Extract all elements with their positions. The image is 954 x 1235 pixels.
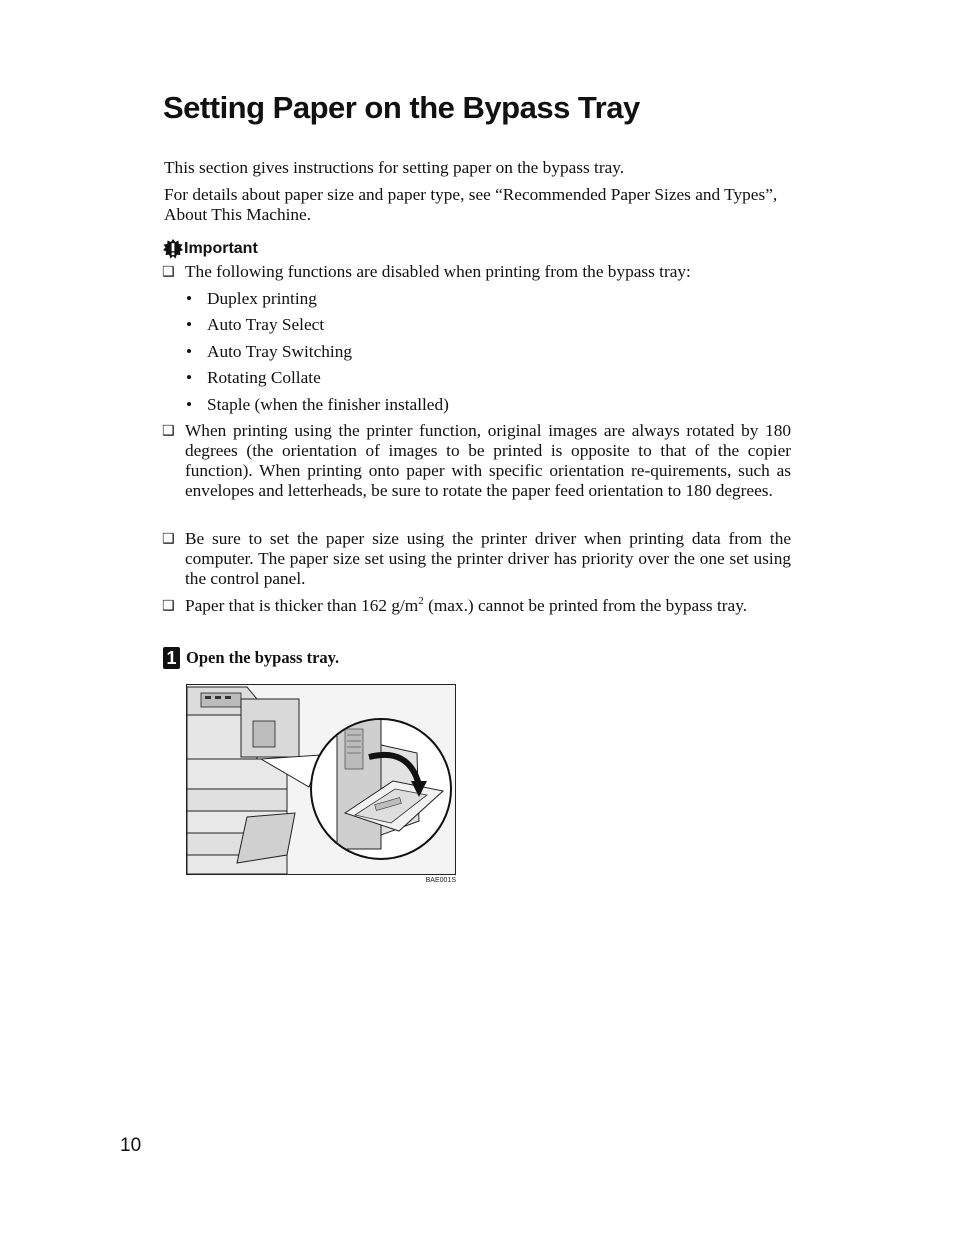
- bullet-icon: •: [186, 368, 193, 387]
- note-paper-size-driver: [162, 529, 791, 589]
- note-text: The following functions are disabled when printing from the bypass tray:: [185, 262, 691, 281]
- list-item-text: Auto Tray Select: [207, 315, 325, 334]
- checkbox-icon: ❑: [162, 264, 175, 280]
- list-item: [186, 342, 352, 362]
- note-text: Be sure to set the paper size using the printer driver when printing data from the computer. The paper size set using the printer driver has priority over the one set using the control panel.: [185, 529, 791, 588]
- intro-paragraph: This section gives instructions for setting paper on the bypass tray.: [164, 158, 625, 177]
- bullet-icon: •: [186, 342, 193, 361]
- step-number-badge: 1: [163, 647, 180, 669]
- note-disabled-functions: [162, 262, 791, 282]
- important-burst-icon: [163, 239, 183, 259]
- note-text: When printing using the printer function, original images are always rotated by 180 degrees (the orientation of images to be printed is opposite to that of the copier function). When printing onto paper with specific orientation re-quirements, such as envelopes and letterheads, be sure to rotate the paper feed orientation to 180 degrees.: [185, 421, 791, 500]
- list-item-text: Duplex printing: [207, 289, 317, 308]
- checkbox-icon: ❑: [162, 423, 175, 439]
- page-number: 10: [120, 1135, 142, 1156]
- list-item-text: Rotating Collate: [207, 368, 321, 387]
- list-item-text: Staple (when the finisher installed): [207, 395, 449, 414]
- checkbox-icon: ❑: [162, 598, 175, 614]
- note-text: Paper that is thicker than 162 $g/m^2$ (max.) cannot be printed from the bypass tray.: [185, 595, 748, 615]
- list-item: [186, 289, 317, 309]
- note-image-rotation: [162, 421, 791, 501]
- bullet-icon: •: [186, 289, 193, 308]
- list-item: [186, 315, 324, 335]
- step-label: Open the bypass tray.: [186, 648, 340, 667]
- list-item: [186, 368, 321, 388]
- list-item: [186, 395, 449, 415]
- important-label: Important: [184, 240, 258, 257]
- checkbox-icon: ❑: [162, 531, 175, 547]
- note-paper-weight: [162, 596, 791, 616]
- step-1: [163, 647, 339, 669]
- bullet-icon: •: [186, 395, 193, 414]
- figure-code: BAE001S: [425, 877, 456, 884]
- list-item-text: Auto Tray Switching: [207, 342, 352, 361]
- details-paragraph: For details about paper size and paper type, see “Recommended Paper Sizes and Types”, About This Machine.: [164, 185, 778, 224]
- important-heading: [163, 238, 258, 260]
- page-title: Setting Paper on the Bypass Tray: [163, 90, 640, 125]
- bypass-tray-illustration: [186, 684, 456, 875]
- bullet-icon: •: [186, 315, 193, 334]
